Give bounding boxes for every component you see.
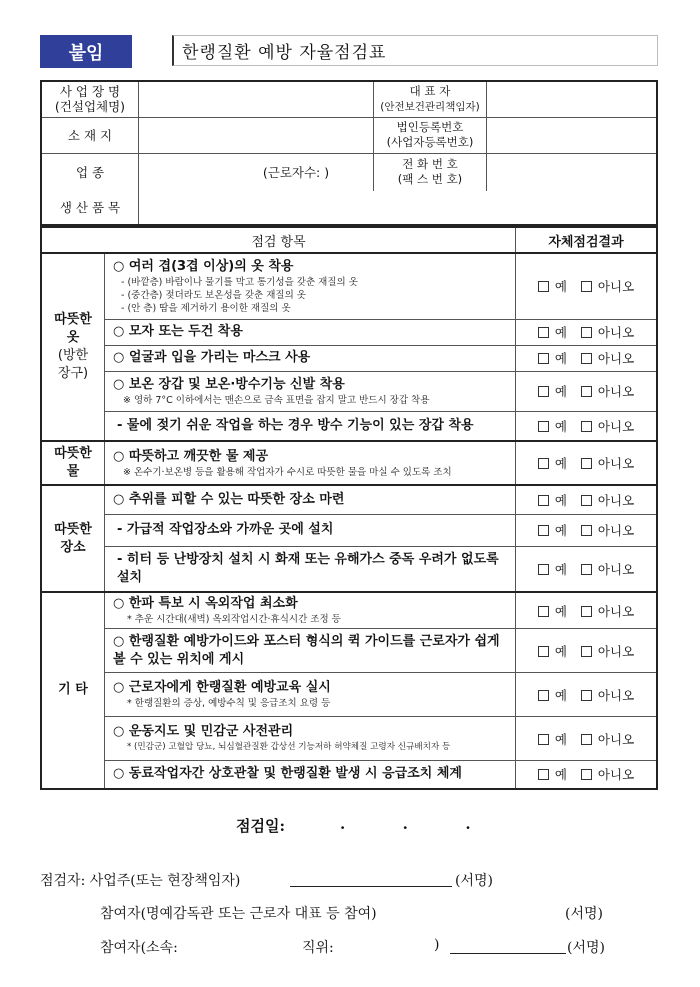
yes-checkbox[interactable] (538, 769, 549, 780)
inspector-sign-line[interactable] (290, 886, 452, 887)
result-cell: 예 아니오 (516, 411, 658, 441)
location-label: 소 재 지 (41, 117, 139, 153)
no-checkbox[interactable] (581, 564, 592, 575)
category-water: 따뜻한 물 (41, 441, 105, 485)
check-item-layered-clothes: ○ 여러 겹(3겹 이상)의 옷 착용 - (바깥층) 바람이나 물기를 막고 통기성을 갖춘 재질의 옷 - (중간층) 젖더라도 보온성을 갖춘 재질의 옷 - (안 층) 땀을 제거하기 용이한 재질의 옷 (105, 253, 516, 319)
check-item-mutual-observation: ○ 동료작업자간 상호관찰 및 한랭질환 발생 시 응급조치 체계 (105, 761, 516, 789)
industry-field[interactable] (139, 153, 374, 191)
check-item-guide-poster: ○ 한랭질환 예방가이드와 포스터 형식의 퀵 가이드를 근로자가 쉽게 볼 수 있는 위치에 게시 (105, 629, 516, 673)
result-cell: 예 아니오 (516, 761, 658, 789)
no-checkbox[interactable] (581, 646, 592, 657)
business-info-table (40, 80, 658, 226)
yes-checkbox[interactable] (538, 734, 549, 745)
industry-label: 업 종 (41, 153, 139, 191)
inspection-date-field[interactable]: . . . (340, 815, 471, 833)
location-field[interactable] (139, 117, 374, 153)
yes-checkbox[interactable] (538, 606, 549, 617)
no-checkbox[interactable] (581, 495, 592, 506)
category-etc: 기 타 (41, 592, 105, 789)
result-cell: 예 아니오 (516, 717, 658, 761)
inspector-sign-label: (서명) (455, 873, 493, 889)
result-cell: 예 아니오 (516, 592, 658, 629)
no-checkbox[interactable] (581, 734, 592, 745)
check-item-education: ○ 근로자에게 한랭질환 예방교육 실시 * 한랭질환의 증상, 예방수칙 및 응급조치 요령 등 (105, 673, 516, 717)
participant1-label: 참여자(명예감독관 또는 근로자 대표 등 참여) (100, 906, 377, 922)
representative-field[interactable] (487, 81, 658, 117)
participant2-sign-label: (서명) (567, 940, 605, 956)
yes-checkbox[interactable] (538, 327, 549, 338)
no-checkbox[interactable] (581, 327, 592, 338)
col-header-item: 점검 항목 (41, 227, 516, 253)
category-place: 따뜻한 장소 (41, 485, 105, 592)
page-title: 한랭질환 예방 자율점검표 (172, 35, 658, 66)
yes-checkbox[interactable] (538, 495, 549, 506)
no-checkbox[interactable] (581, 525, 592, 536)
check-item-heater-safety: - 히터 등 난방장치 설치 시 화재 또는 유해가스 중독 우려가 없도록 설치 (105, 546, 516, 592)
category-clothes: 따뜻한 옷 (방한 장구) (41, 253, 105, 441)
participant2-affiliation-label: 참여자(소속: (100, 940, 178, 956)
check-item-warm-place: ○ 추위를 피할 수 있는 따뜻한 장소 마련 (105, 485, 516, 514)
check-item-gloves-shoes: ○ 보온 장갑 및 보온·방수기능 신발 착용 ※ 영하 7°C 이하에서는 맨손으로 금속 표면을 잡지 말고 반드시 장갑 착용 (105, 371, 516, 411)
result-cell: 예 아니오 (516, 253, 658, 319)
participant2-sign-line[interactable] (450, 953, 566, 954)
check-item-sensitive-group: ○ 운동지도 및 민감군 사전관리 * (민감군) 고혈압 당뇨, 뇌심혈관질환 갑상선 기능저하 허약체질 고령자 신규배치자 등 (105, 717, 516, 761)
check-item-near-workplace: - 가급적 작업장소와 가까운 곳에 설치 (105, 514, 516, 546)
yes-checkbox[interactable] (538, 421, 549, 432)
attachment-badge: 붙임 (40, 35, 132, 68)
worker-count-label: (근로자수: ) (262, 165, 330, 181)
result-cell: 예 아니오 (516, 673, 658, 717)
result-cell: 예 아니오 (516, 485, 658, 514)
check-item-warm-water: ○ 따뜻하고 깨끗한 물 제공 ※ 온수기·보온병 등을 활용해 작업자가 수시로 따뜻한 물을 마실 수 있도록 조치 (105, 441, 516, 485)
result-cell: 예 아니오 (516, 345, 658, 371)
no-checkbox[interactable] (581, 353, 592, 364)
result-cell: 예 아니오 (516, 514, 658, 546)
inspector-label: 점검자: 사업주(또는 현장책임자) (40, 873, 241, 889)
products-field[interactable] (139, 191, 658, 225)
participant2-close-paren: ) (434, 937, 440, 953)
business-name-label: 사 업 장 명 (건설업체명) (41, 81, 139, 117)
check-item-minimize-outdoor: ○ 한파 특보 시 옥외작업 최소화 * 추운 시간대(새벽) 옥외작업시간·휴식시간 조정 등 (105, 592, 516, 629)
title-bar (40, 35, 658, 68)
check-item-waterproof-gloves: - 물에 젖기 쉬운 작업을 하는 경우 방수 기능이 있는 장갑 착용 (105, 411, 516, 441)
yes-checkbox[interactable] (538, 458, 549, 469)
yes-checkbox[interactable] (538, 525, 549, 536)
check-item-mask: ○ 얼굴과 입을 가리는 마스크 사용 (105, 345, 516, 371)
result-cell: 예 아니오 (516, 371, 658, 411)
yes-checkbox[interactable] (538, 690, 549, 701)
col-header-result: 자체점검결과 (516, 227, 658, 253)
no-checkbox[interactable] (581, 386, 592, 397)
yes-checkbox[interactable] (538, 564, 549, 575)
no-checkbox[interactable] (581, 769, 592, 780)
yes-checkbox[interactable] (538, 281, 549, 292)
no-checkbox[interactable] (581, 458, 592, 469)
no-checkbox[interactable] (581, 421, 592, 432)
representative-label: 대 표 자 (안전보건관리책임자) (374, 81, 487, 117)
phone-label: 전 화 번 호 (팩 스 번 호) (374, 153, 487, 191)
corp-number-field[interactable] (487, 117, 658, 153)
result-cell: 예 아니오 (516, 441, 658, 485)
result-cell: 예 아니오 (516, 629, 658, 673)
yes-checkbox[interactable] (538, 646, 549, 657)
checklist-table (40, 226, 658, 790)
no-checkbox[interactable] (581, 690, 592, 701)
participant2-position-label: 직위: (302, 940, 334, 956)
no-checkbox[interactable] (581, 606, 592, 617)
products-label: 생 산 품 목 (41, 191, 139, 225)
inspection-date-label: 점검일: (236, 817, 286, 835)
no-checkbox[interactable] (581, 281, 592, 292)
corp-number-label: 법인등록번호 (사업자등록번호) (374, 117, 487, 153)
phone-field[interactable] (487, 153, 658, 191)
check-item-hat: ○ 모자 또는 두건 착용 (105, 319, 516, 345)
yes-checkbox[interactable] (538, 353, 549, 364)
result-cell: 예 아니오 (516, 546, 658, 592)
participant1-sign-label: (서명) (565, 906, 603, 922)
result-cell: 예 아니오 (516, 319, 658, 345)
business-name-field[interactable] (139, 81, 374, 117)
yes-checkbox[interactable] (538, 386, 549, 397)
